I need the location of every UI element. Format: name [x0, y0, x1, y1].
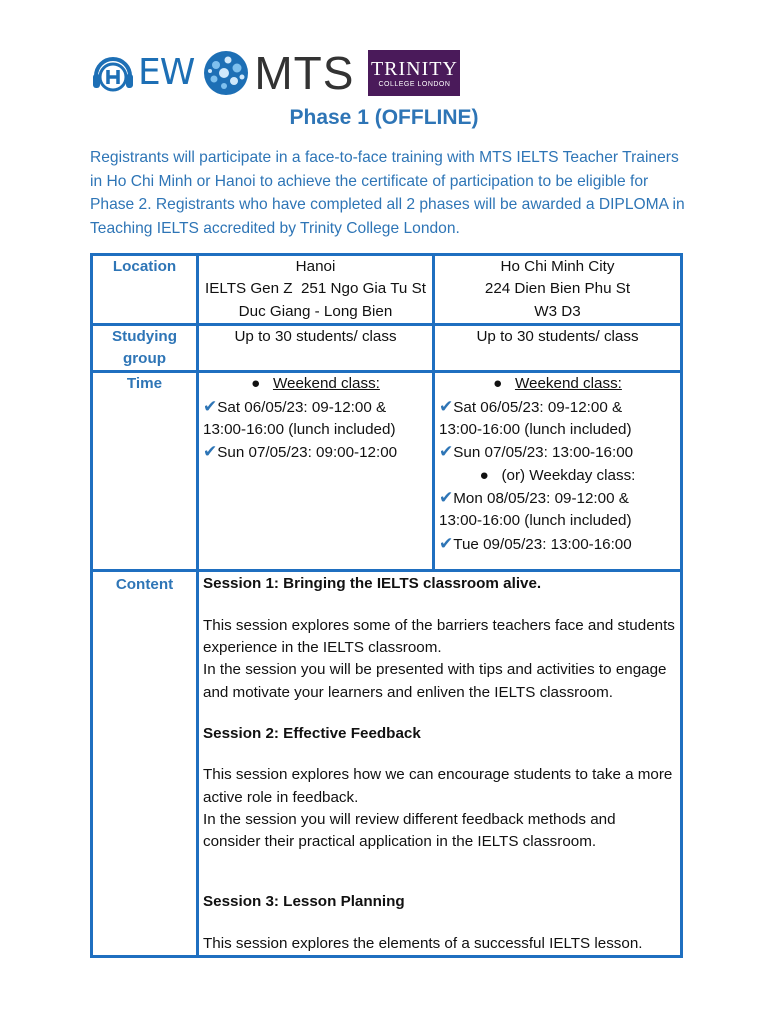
hanoi-time: [198, 372, 434, 571]
headphone-h-icon: [90, 50, 136, 96]
hanoi-location: [198, 255, 434, 325]
trinity-subtitle: COLLEGE LONDON: [378, 80, 451, 88]
trinity-wordmark: TRINITY: [370, 57, 458, 80]
session-2-text-2: In the session you will review different feedback methods and consider their practical application in the IELTS classroom.: [203, 810, 616, 851]
hcm-time: [434, 372, 682, 571]
check-icon: ✔: [203, 396, 218, 416]
bullet-icon: ●: [479, 466, 489, 484]
check-icon: ✔: [439, 487, 454, 507]
session-3-text-1: This session explores the elements of a successful IELTS lesson.: [203, 934, 643, 952]
session-1-text-1: This session explores some of the barriers teachers face and students experience in the IELTS classroom.: [203, 616, 675, 657]
logo-bar: [90, 44, 460, 102]
content-label: Content: [92, 571, 198, 957]
bullet-icon: ●: [251, 375, 261, 393]
hcm-session-1-cont: 13:00-16:00 (lunch included): [439, 421, 632, 439]
hcm-weekend-label: Weekend class:: [514, 375, 622, 393]
content-row: [92, 571, 682, 957]
hcm-weekday-label: (or) Weekday class:: [501, 466, 636, 484]
hew-logo: [90, 50, 194, 96]
hew-wordmark: EW: [138, 52, 195, 93]
hcm-address: 224 Dien Bien Phu St: [484, 280, 631, 298]
hcm-session-3-cont: 13:00-16:00 (lunch included): [439, 512, 632, 530]
location-row: [92, 255, 682, 325]
hcm-session-2: ✔Sun 07/05/23: 13:00-16:00: [439, 442, 634, 462]
globe-dots-icon: [202, 49, 250, 97]
hcm-location: [434, 255, 682, 325]
hcm-weekday-heading: [439, 465, 676, 487]
location-label: Location: [92, 255, 198, 325]
content-cell: [198, 571, 682, 957]
hcm-group: Up to 30 students/ class: [434, 324, 682, 372]
hanoi-session-1-cont: 13:00-16:00 (lunch included): [203, 421, 396, 439]
check-icon: ✔: [203, 442, 218, 462]
hcm-district: W3 D3: [534, 302, 581, 320]
hanoi-weekend-heading: [203, 373, 428, 395]
bullet-icon: ●: [493, 375, 503, 393]
hcm-session-3: ✔Mon 08/05/23: 09-12:00 &: [439, 487, 629, 507]
hanoi-address: IELTS Gen Z 251 Ngo Gia Tu St: [205, 280, 426, 298]
check-icon: ✔: [439, 442, 454, 462]
hanoi-district: Duc Giang - Long Bien: [238, 302, 393, 320]
hcm-session-4: ✔Tue 09/05/23: 13:00-16:00: [439, 533, 632, 553]
session-1-title: Session 1: Bringing the IELTS classroom alive.: [203, 575, 542, 593]
hanoi-city: Hanoi: [295, 258, 336, 275]
hcm-city: Ho Chi Minh City: [500, 258, 615, 275]
time-label: Time: [92, 372, 198, 571]
page-title: Phase 1 (OFFLINE): [289, 106, 479, 129]
hcm-weekend-heading: [439, 373, 676, 395]
time-row: [92, 372, 682, 571]
check-icon: ✔: [439, 533, 454, 553]
hanoi-session-1: ✔Sat 06/05/23: 09-12:00 &: [203, 396, 387, 416]
hanoi-session-2: ✔Sun 07/05/23: 09:00-12:00: [203, 442, 398, 462]
session-2-title: Session 2: Effective Feedback: [203, 724, 421, 742]
hcm-session-1: ✔Sat 06/05/23: 09-12:00 &: [439, 396, 623, 416]
group-row: [92, 324, 682, 372]
course-table: [90, 253, 683, 958]
group-label-line1: Studying: [112, 327, 177, 345]
check-icon: ✔: [439, 396, 454, 416]
mts-logo: [202, 49, 354, 97]
session-1-text-2: In the session you will be presented with tips and activities to engage and motivate your learners and enliven the IELTS classroom.: [203, 661, 667, 701]
trinity-logo: [368, 50, 460, 96]
hanoi-weekend-label: Weekend class:: [272, 375, 380, 393]
intro-paragraph: Registrants will participate in a face-to-face training with MTS IELTS Teacher Trainers in Ho Chi Minh or Hanoi to achieve the certificate of participation to be eligible for Phase 2. Registrants who have completed all 2 phases will be awarded a DIPLOMA in Teaching IELTS accredited by Trinity College London.: [90, 149, 685, 237]
session-2-text-1: This session explores how we can encourage students to take a more active role in feedback.: [203, 766, 673, 806]
mts-wordmark: MTS: [254, 47, 355, 99]
group-label-line2: group: [122, 350, 167, 368]
group-label: [92, 324, 198, 372]
session-3-title: Session 3: Lesson Planning: [203, 893, 405, 911]
hanoi-group: Up to 30 students/ class: [198, 324, 434, 372]
